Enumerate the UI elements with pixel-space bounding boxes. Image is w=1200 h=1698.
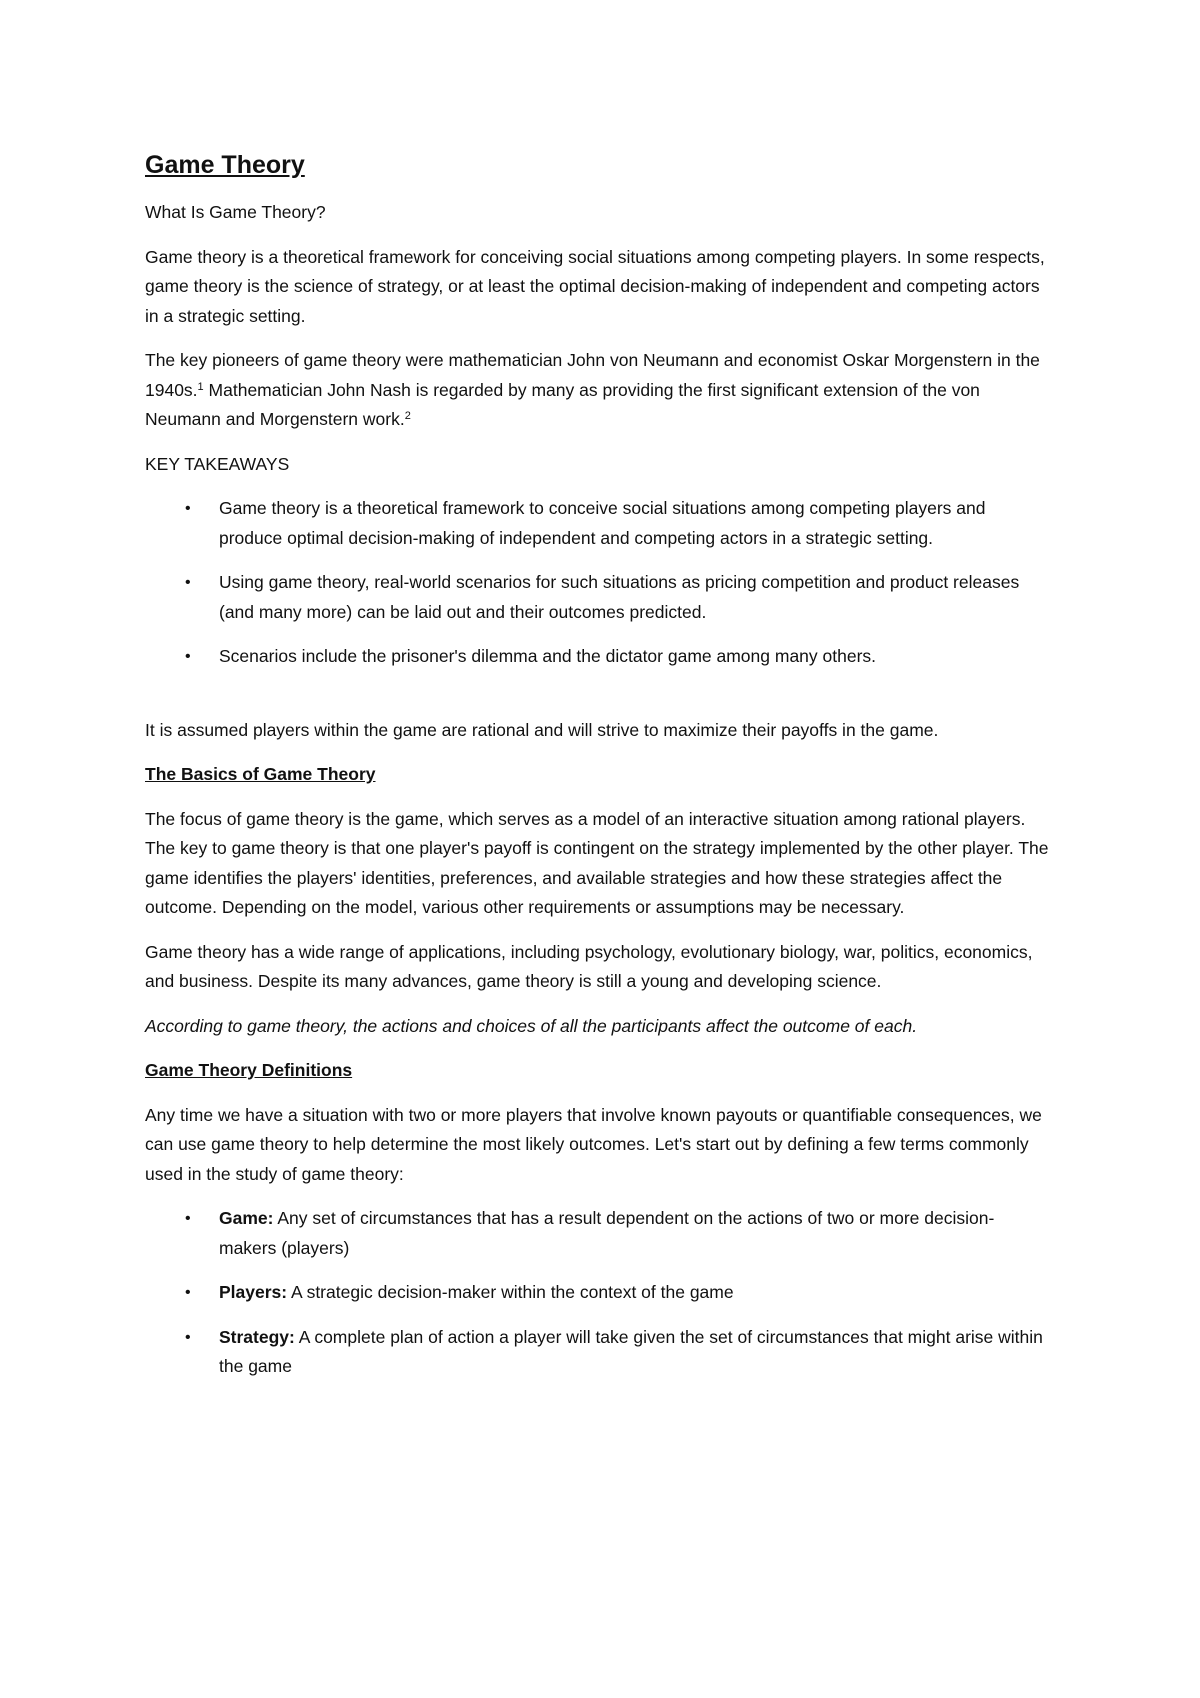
- section-question: What Is Game Theory?: [145, 202, 326, 222]
- list-item: [145, 1323, 1050, 1382]
- bullet-icon: •: [185, 1210, 191, 1227]
- basics-paragraph-1: The focus of game theory is the game, which serves as a model of an interactive situation among rational players. The key to game theory is that one player's payoff is contingent on the strategy implemented by the other player. The game identifies the players' identities, preferences, and available strategies and how these strategies affect the outcome. Depending on the model, various other requirements or assumptions may be necessary.: [145, 808, 1049, 917]
- takeaway-text: Scenarios include the prisoner's dilemma and the dictator game among many others.: [219, 646, 877, 666]
- intro-paragraph: Game theory is a theoretical framework for conceiving social situations among competing players. In some respects, game theory is the science of strategy, or at least the optimal decision-making of independent and competing actors in a strategic setting.: [145, 246, 1045, 326]
- basics-paragraph-2: Game theory has a wide range of applications, including psychology, evolutionary biology, war, politics, economics, and business. Despite its many advances, game theory is still a young and developing science.: [145, 941, 1033, 991]
- list-item: [145, 1204, 1050, 1263]
- blank-line: [145, 687, 1050, 716]
- definition-text: A complete plan of action a player will take given the set of circumstances that might arise within the game: [219, 1326, 1043, 1376]
- document-page: [145, 148, 1050, 1397]
- rationality-paragraph: It is assumed players within the game are rational and will strive to maximize their payoffs in the game.: [145, 719, 939, 740]
- definitions-list: [145, 1204, 1050, 1382]
- bullet-icon: •: [185, 1328, 191, 1346]
- key-takeaways-label: KEY TAKEAWAYS: [145, 453, 290, 474]
- pioneers-text-2: Mathematician John Nash is regarded by many as providing the first significant extension of the von Neumann and Morgenstern work.: [145, 379, 980, 429]
- list-item: [145, 568, 1050, 627]
- key-takeaways-list: [145, 494, 1050, 672]
- bullet-icon: •: [185, 1284, 191, 1301]
- basics-italic-statement: [145, 1012, 1050, 1042]
- definition-term: Strategy:: [219, 1326, 295, 1347]
- document-title: Game Theory: [145, 151, 305, 179]
- pioneers-paragraph: [145, 346, 1050, 435]
- takeaway-text: Using game theory, real-world scenarios for such situations as pricing competition and product releases (and many more) can be laid out and their outcomes predicted.: [219, 572, 1020, 622]
- list-item: [145, 1278, 1050, 1308]
- footnote-ref-1: 1: [197, 380, 204, 393]
- definition-term: Players:: [219, 1282, 288, 1302]
- footnote-ref-2: 2: [404, 410, 411, 422]
- definition-text: A strategic decision-maker within the context of the game: [287, 1282, 734, 1302]
- pioneers-text-1: The key pioneers of game theory were mathematician John von Neumann and economist Oskar Morgenstern in the 1940s.: [145, 350, 1040, 400]
- definitions-heading: Game Theory Definitions: [145, 1060, 353, 1080]
- list-item: [145, 642, 1050, 672]
- definition-text: Any set of circumstances that has a result dependent on the actions of two or more decision-makers (players): [219, 1208, 995, 1258]
- bullet-icon: •: [185, 648, 191, 665]
- bullet-icon: •: [185, 500, 191, 517]
- italic-text: According to game theory, the actions and choices of all the participants affect the outcome of each.: [145, 1015, 918, 1036]
- list-item: [145, 494, 1050, 553]
- takeaway-text: Game theory is a theoretical framework to conceive social situations among competing players and produce optimal decision-making of independent and competing actors in a strategic setting.: [219, 498, 986, 548]
- bullet-icon: •: [185, 574, 191, 591]
- definition-term: Game:: [219, 1208, 274, 1228]
- basics-heading: The Basics of Game Theory: [145, 764, 376, 784]
- definitions-intro: Any time we have a situation with two or more players that involve known payouts or quantifiable consequences, we can use game theory to help determine the most likely outcomes. Let's start out by defining a few terms commonly used in the study of game theory:: [145, 1104, 1042, 1184]
